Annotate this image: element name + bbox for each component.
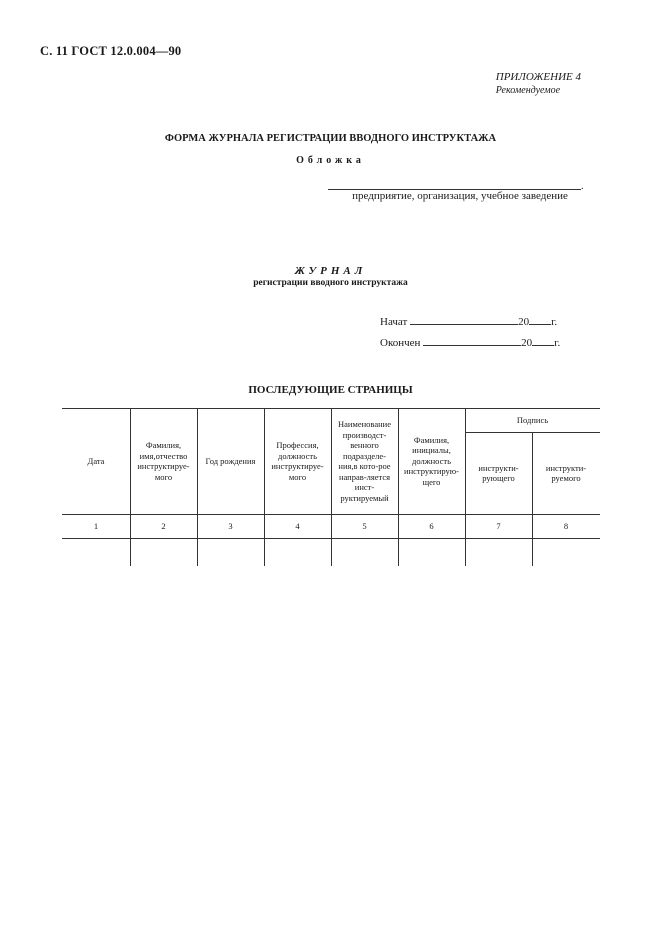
- end-year-suffix: г.: [554, 337, 561, 349]
- end-date-blank: [423, 335, 521, 346]
- column-number: 7: [496, 521, 501, 531]
- start-year-blank: [529, 314, 551, 325]
- start-year-suffix: г.: [551, 316, 558, 328]
- column-number: 3: [228, 521, 233, 531]
- start-label: Начат: [380, 316, 408, 328]
- column-number: 8: [563, 521, 569, 531]
- end-label: Окончен: [380, 337, 421, 349]
- end-year-blank: [532, 335, 554, 346]
- appendix-block: [496, 71, 581, 97]
- page-header: С. 11 ГОСТ 12.0.004—90: [40, 44, 182, 58]
- header-trainee-signature: инструкти-руемого: [545, 462, 587, 483]
- header-signature-group: Подпись: [516, 414, 549, 425]
- end-year-prefix: 20: [521, 337, 533, 349]
- header-instructor-signature: инструкти-рующего: [478, 462, 519, 483]
- header-instructor-name: Фамилия, инициалы, должность инструктирую-щего: [404, 434, 459, 487]
- registration-log-table: [62, 408, 600, 566]
- end-date-line: [380, 335, 560, 349]
- header-department: Наименование производст-венного подразделе-ния,в кото-рое направ-ляется инст-руктируемый: [338, 419, 391, 503]
- journal-title: ЖУРНАЛ: [294, 265, 367, 277]
- start-year-prefix: 20: [518, 316, 530, 328]
- organization-caption: предприятие, организация, учебное заведение: [352, 190, 568, 202]
- column-number: 6: [429, 521, 434, 531]
- column-number: 4: [295, 521, 300, 531]
- appendix-label: ПРИЛОЖЕНИЕ 4: [495, 71, 581, 83]
- subsequent-pages-title: ПОСЛЕДУЮЩИЕ СТРАНИЦЫ: [248, 384, 413, 396]
- header-date: Дата: [87, 455, 105, 466]
- form-title: ФОРМА ЖУРНАЛА РЕГИСТРАЦИИ ВВОДНОГО ИНСТРУКТАЖА: [164, 133, 497, 144]
- cover-label: Обложка: [296, 155, 365, 166]
- header-trainee-name: Фамилия, имя,отчество инструктируе-мого: [137, 440, 190, 482]
- header-birth-year: Год рождения: [205, 455, 256, 466]
- journal-subtitle: регистрации вводного инструктажа: [253, 278, 408, 288]
- start-date-blank: [410, 314, 518, 325]
- recommended-label: Рекомендуемое: [495, 85, 561, 96]
- column-number: 1: [93, 521, 99, 531]
- table-row: [62, 538, 600, 566]
- start-date-line: [380, 314, 557, 328]
- header-trainee-profession: Профессия, должность инструктируе-мого: [271, 440, 324, 482]
- column-number: 2: [161, 521, 166, 531]
- organization-line-dot: .: [581, 181, 584, 192]
- column-number: 5: [362, 521, 367, 531]
